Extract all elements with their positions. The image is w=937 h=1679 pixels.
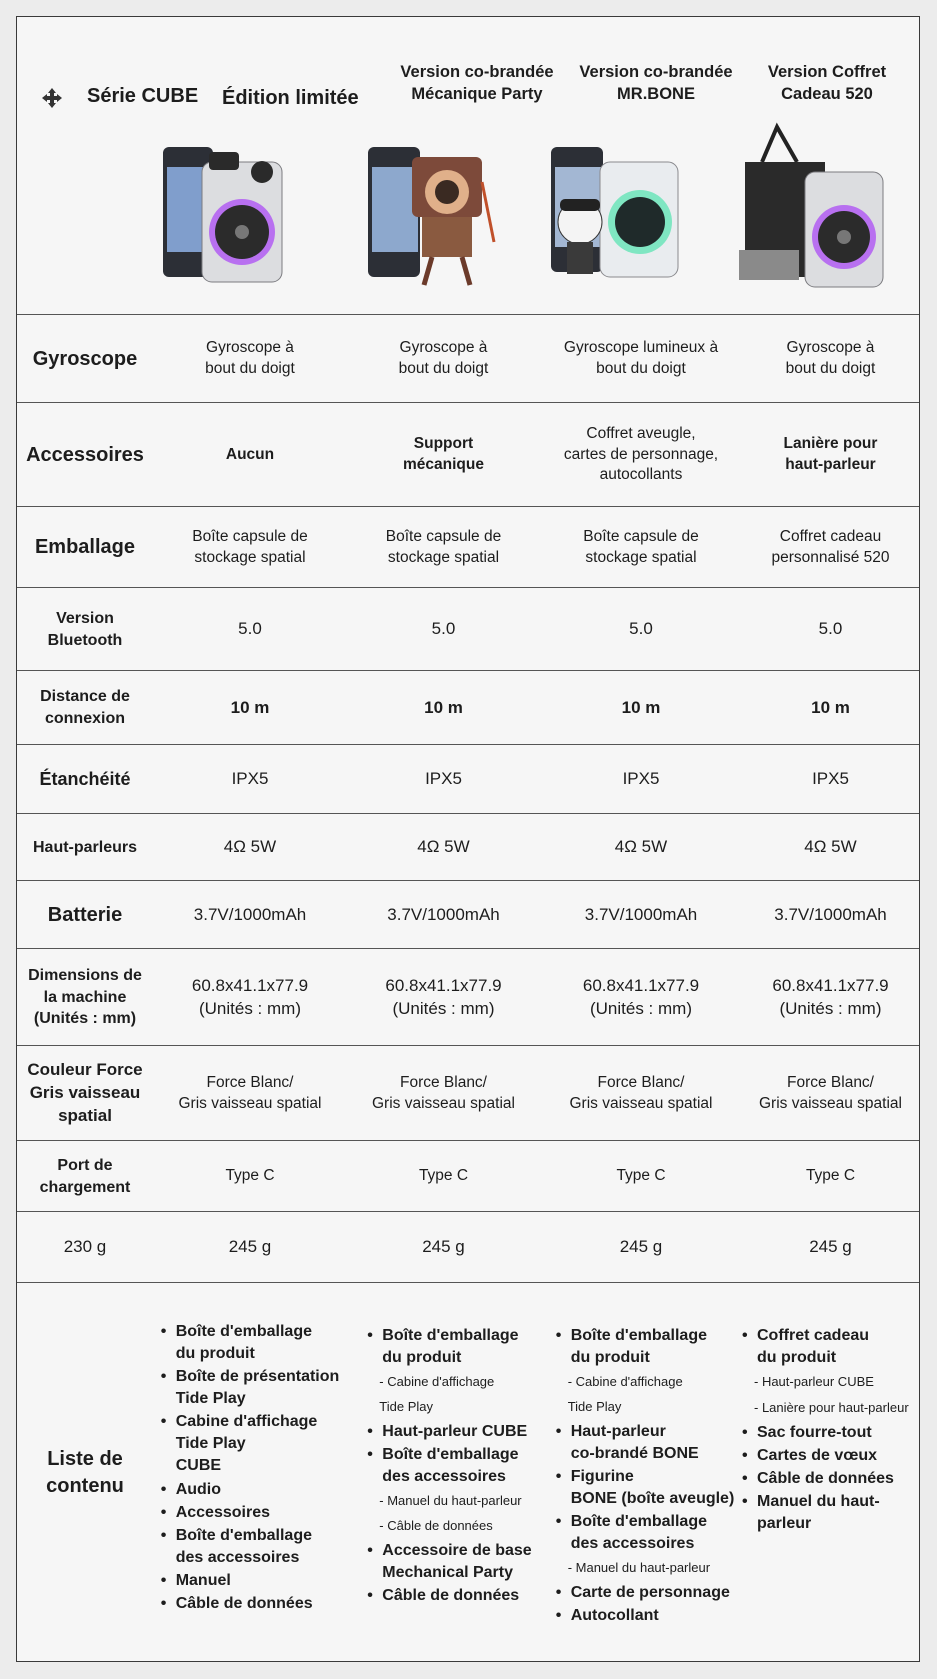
table-cell: Gyroscope lumineux à bout du doigt: [563, 339, 719, 377]
list-item: • Manuel: [161, 1570, 340, 1592]
row-label: Emballage: [34, 536, 136, 558]
row-label: Port de chargement: [39, 1156, 131, 1196]
table-row: [17, 948, 919, 1046]
row-label: 230 g: [63, 1237, 107, 1257]
table-cell: 245 g: [809, 1237, 852, 1257]
row-label: Dimensions de la machine (Unités : mm): [28, 967, 142, 1028]
list-item: • Boîte d'emballage du produit: [556, 1325, 735, 1369]
table-row: [17, 506, 919, 588]
table-cell: 10 m: [621, 697, 661, 717]
move-icon: [41, 87, 63, 109]
list-item: • Manuel du haut-parleur: [742, 1491, 919, 1535]
table-cell: 4Ω 5W: [614, 837, 668, 857]
list-item: • Accessoires: [161, 1502, 340, 1524]
table-cell: IPX5: [231, 769, 269, 789]
table-row: [17, 744, 919, 814]
row-label: Version Bluetooth: [47, 609, 123, 649]
row-label: Gyroscope: [32, 347, 138, 370]
row-label: Liste de contenu: [46, 1447, 124, 1497]
list-item: • Boîte d'emballage des accessoires: [161, 1525, 340, 1569]
contents-list: [367, 1325, 531, 1608]
table-cell: Coffret aveugle, cartes de personnage, autocollants: [563, 424, 719, 484]
table-header: [17, 17, 919, 314]
table-cell: 3.7V/1000mAh: [193, 904, 307, 924]
column-title-coffret: Version Coffret Cadeau 520: [767, 63, 887, 104]
table-row: [17, 880, 919, 949]
list-item: - Cabine d'affichage Tide Play: [567, 1374, 683, 1414]
table-cell: Boîte capsule de stockage spatial: [583, 527, 699, 566]
table-cell: 5.0: [818, 619, 843, 639]
list-item: - Haut-parleur CUBE: [754, 1374, 874, 1390]
table-cell: 60.8x41.1x77.9 (Unités : mm): [772, 975, 889, 1018]
table-cell: Force Blanc/ Gris vaisseau spatial: [758, 1073, 902, 1112]
list-item: • Boîte d'emballage des accessoires: [556, 1511, 735, 1555]
list-item: • Audio: [161, 1479, 340, 1501]
table-cell: Force Blanc/ Gris vaisseau spatial: [569, 1073, 713, 1112]
list-item: • Boîte d'emballage du produit: [161, 1321, 340, 1365]
series-label: Série CUBE: [87, 85, 199, 107]
list-item: • Cabine d'affichage Tide Play CUBE: [161, 1411, 340, 1477]
list-item: • Carte de personnage: [556, 1582, 735, 1604]
product-image-coffret: [737, 122, 887, 292]
table-row: [17, 813, 919, 881]
table-cell: 4Ω 5W: [804, 837, 857, 857]
table-cell: Support mécanique: [403, 435, 484, 473]
list-item: • Cartes de vœux: [742, 1445, 919, 1467]
table-cell: Gyroscope à bout du doigt: [398, 339, 489, 377]
column-title-mecanique: Version co-brandée Mécanique Party: [400, 63, 554, 104]
table-cell: Boîte capsule de stockage spatial: [385, 527, 502, 566]
table-cell: Gyroscope à bout du doigt: [205, 339, 295, 377]
table-row: [17, 587, 919, 671]
table-row: [17, 1140, 919, 1212]
table-cell: 245 g: [619, 1237, 663, 1257]
table-cell: Coffret cadeau personnalisé 520: [771, 527, 890, 566]
row-label: Étanchéité: [39, 769, 131, 790]
table-cell: 4Ω 5W: [223, 837, 277, 857]
contents-list: [742, 1325, 919, 1536]
table-cell: IPX5: [812, 769, 849, 789]
table-cell: 60.8x41.1x77.9 (Unités : mm): [385, 975, 502, 1018]
row-label: Haut-parleurs: [32, 838, 138, 856]
list-item: • Câble de données: [367, 1585, 531, 1607]
list-item: • Accessoire de base Mechanical Party: [367, 1540, 531, 1584]
table-cell: 3.7V/1000mAh: [387, 904, 500, 924]
table-row: [17, 1045, 919, 1141]
table-cell: 5.0: [238, 619, 262, 639]
table-cell: Boîte capsule de stockage spatial: [192, 527, 308, 566]
table-cell: Force Blanc/ Gris vaisseau spatial: [371, 1073, 515, 1112]
table-cell: 245 g: [422, 1237, 465, 1257]
table-cell: 10 m: [230, 697, 270, 717]
list-item: - Lanière pour haut-parleur: [754, 1399, 909, 1415]
list-item: - Manuel du haut-parleur: [379, 1492, 522, 1508]
table-cell: 10 m: [424, 697, 463, 717]
table-cell: Type C: [805, 1167, 856, 1185]
table-row: [17, 314, 919, 403]
table-cell: 3.7V/1000mAh: [774, 904, 887, 924]
contents-row: [17, 1282, 919, 1662]
list-item: • Boîte de présentation Tide Play: [161, 1366, 340, 1410]
table-cell: 10 m: [811, 697, 850, 717]
table-cell: Type C: [418, 1167, 469, 1185]
table-cell: IPX5: [622, 769, 660, 789]
column-title-mrbone: Version co-brandée MR.BONE: [579, 63, 733, 104]
list-item: • Boîte d'emballage du produit: [367, 1325, 531, 1369]
table-cell: 3.7V/1000mAh: [584, 904, 698, 924]
table-cell: Type C: [225, 1167, 275, 1185]
table-cell: 245 g: [228, 1237, 272, 1257]
list-item: • Coffret cadeau du produit: [742, 1325, 919, 1369]
row-label: Batterie: [47, 903, 123, 926]
column-title-limited: Édition limitée: [222, 87, 359, 109]
table-row: [17, 1211, 919, 1283]
comparison-table: [16, 16, 920, 1662]
list-item: - Câble de données: [379, 1518, 493, 1534]
contents-list: [161, 1321, 340, 1616]
list-item: - Cabine d'affichage Tide Play: [379, 1374, 495, 1414]
product-image-mecanique: [362, 137, 497, 287]
table-cell: 60.8x41.1x77.9 (Unités : mm): [191, 975, 309, 1018]
table-cell: Lanière pour haut-parleur: [783, 435, 878, 473]
table-cell: Aucun: [225, 445, 275, 463]
row-label: Couleur Force Gris vaisseau spatial: [27, 1060, 143, 1125]
list-item: • Haut-parleur co-brandé BONE: [556, 1421, 735, 1465]
table-row: [17, 402, 919, 507]
table-cell: 60.8x41.1x77.9 (Unités : mm): [582, 975, 700, 1018]
list-item: • Câble de données: [161, 1593, 340, 1615]
table-cell: IPX5: [425, 769, 462, 789]
table-cell: Gyroscope à bout du doigt: [785, 339, 876, 377]
list-item: • Câble de données: [742, 1468, 919, 1490]
table-cell: 5.0: [431, 619, 456, 639]
list-item: - Manuel du haut-parleur: [567, 1560, 711, 1575]
table-row: [17, 670, 919, 745]
table-cell: Force Blanc/ Gris vaisseau spatial: [178, 1073, 322, 1112]
product-image-cube: [157, 137, 292, 287]
list-item: • Boîte d'emballage des accessoires: [367, 1444, 531, 1488]
list-item: • Sac fourre-tout: [742, 1422, 919, 1444]
list-item: • Haut-parleur CUBE: [367, 1421, 531, 1443]
contents-list: [556, 1325, 735, 1628]
list-item: • Autocollant: [556, 1605, 735, 1627]
table-cell: 5.0: [629, 619, 653, 639]
product-image-mrbone: [545, 137, 680, 287]
row-label: Distance de connexion: [40, 688, 130, 727]
row-label: Accessoires: [26, 443, 144, 466]
table-cell: 4Ω 5W: [417, 837, 470, 857]
list-item: • Figurine BONE (boîte aveugle): [556, 1466, 735, 1510]
table-cell: Type C: [616, 1167, 666, 1185]
